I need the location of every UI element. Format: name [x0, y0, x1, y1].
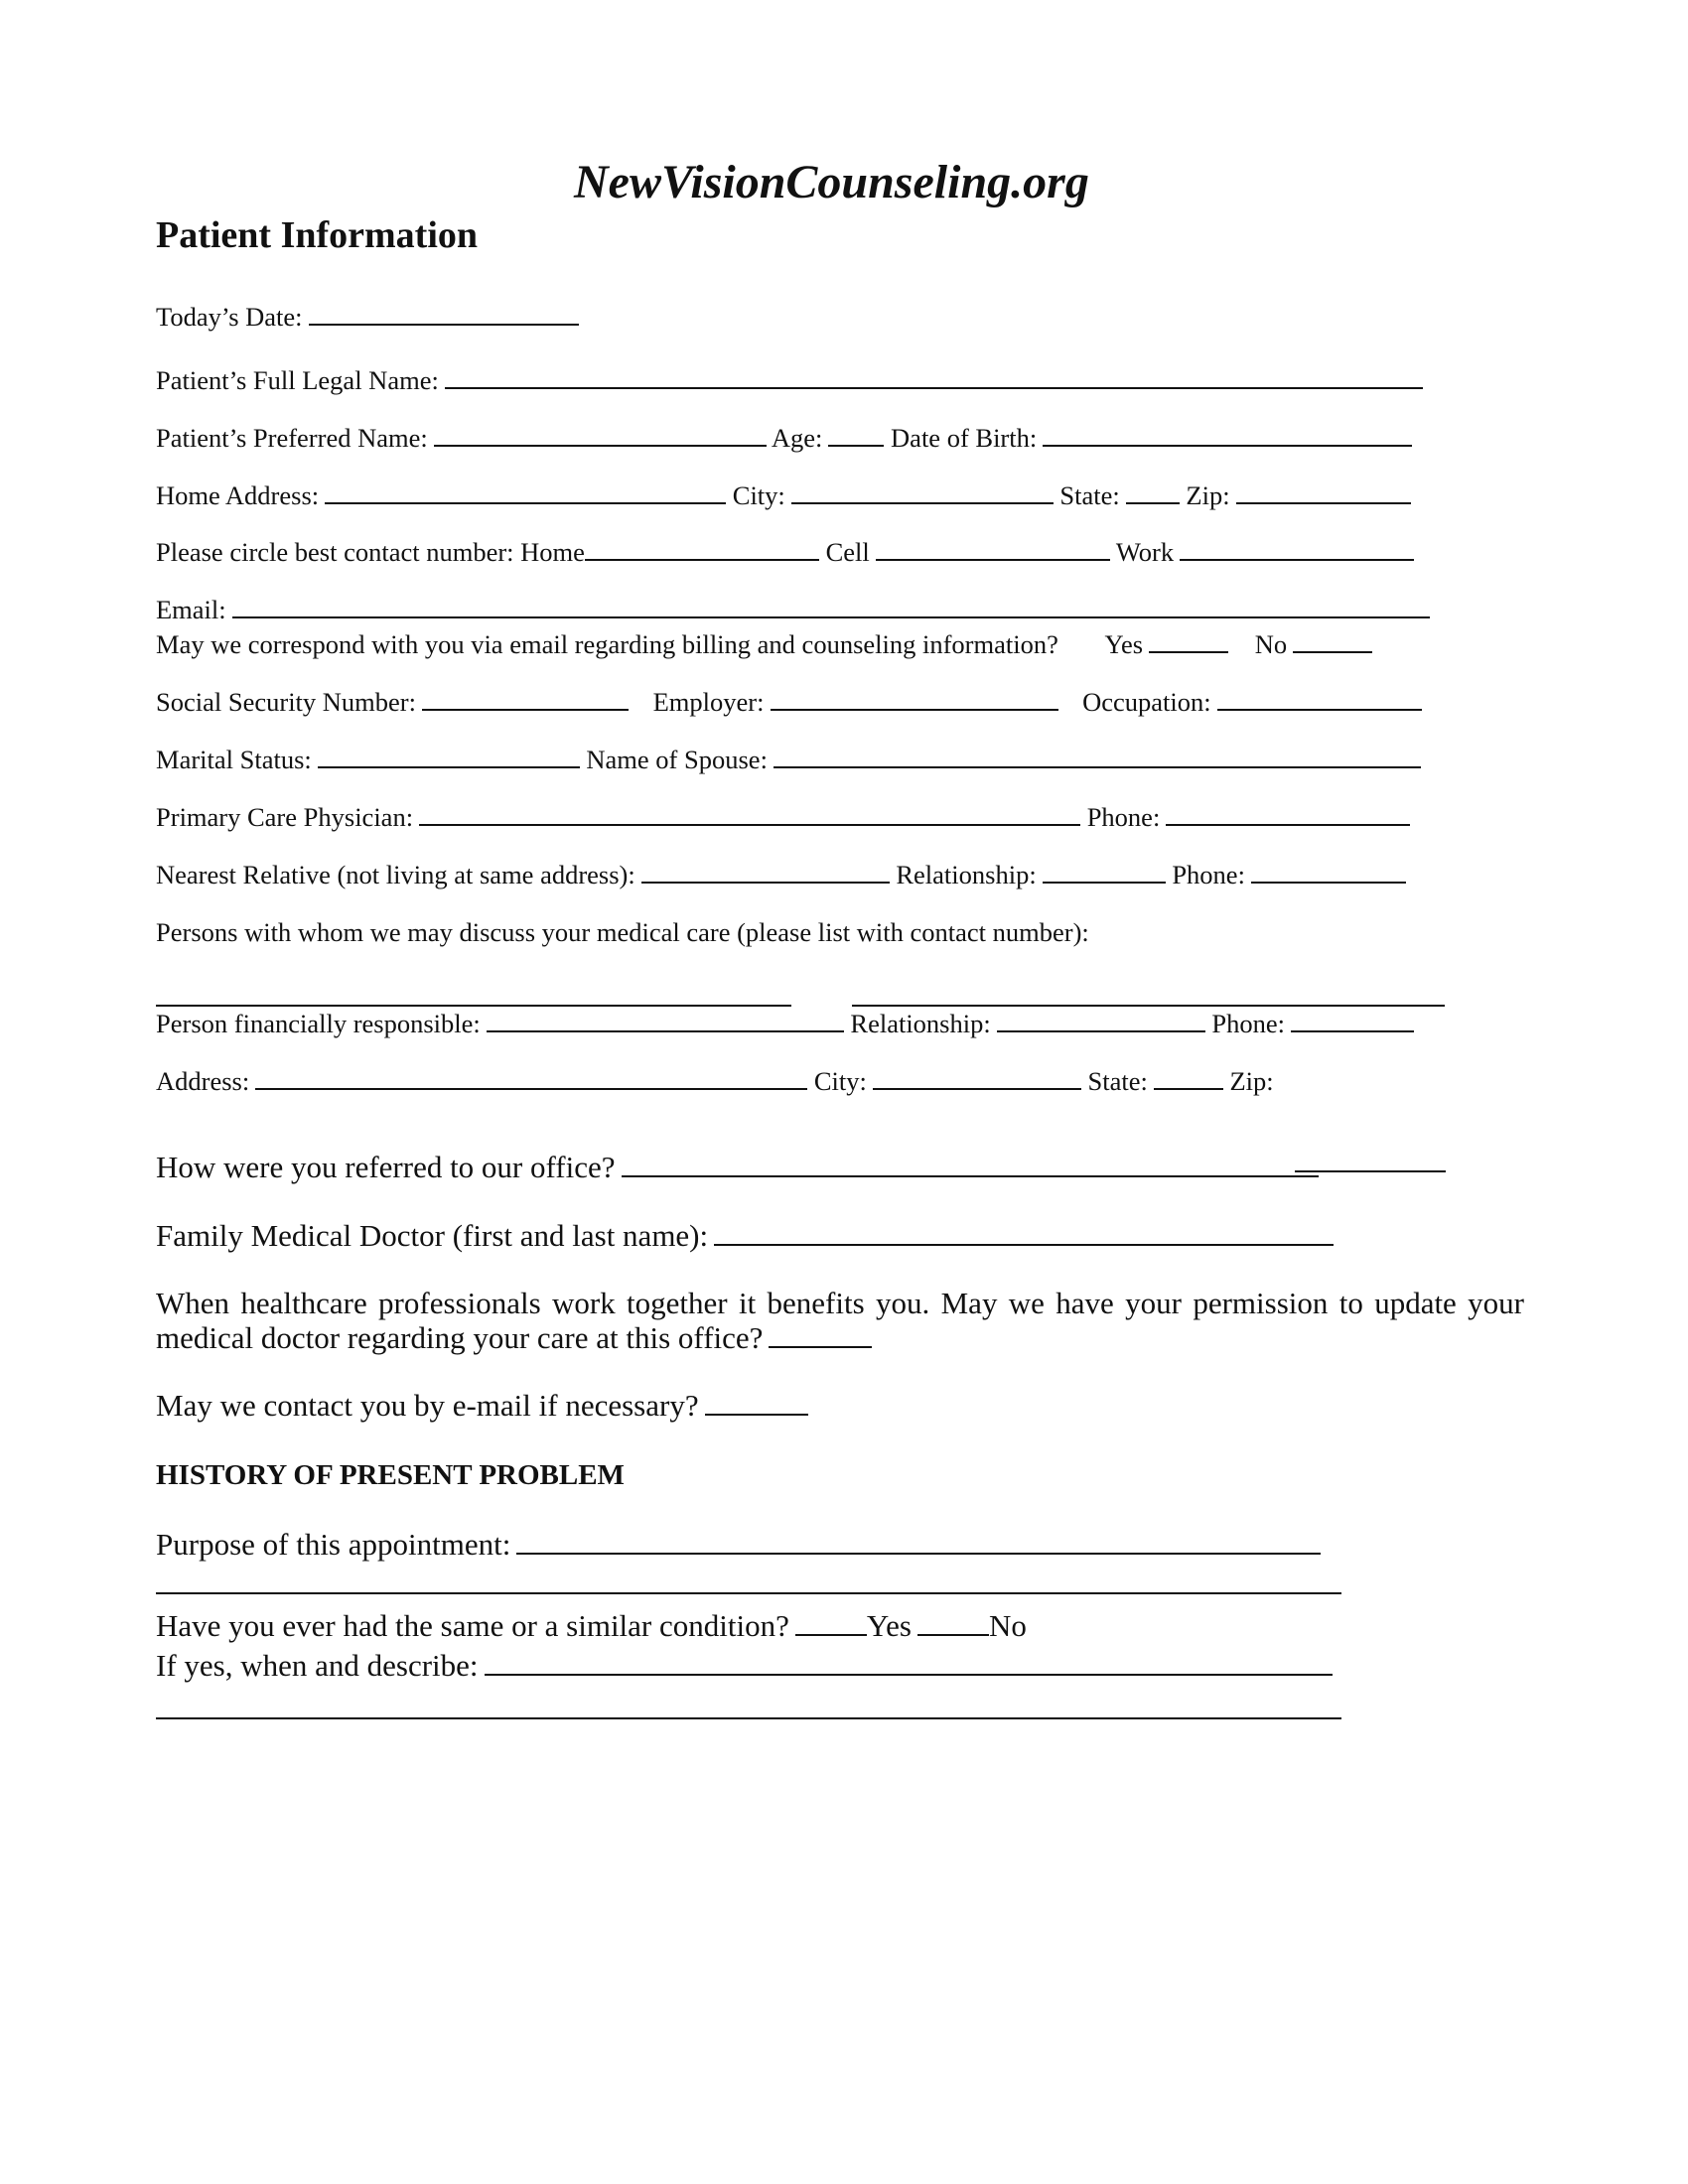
nearest-relative-row [156, 862, 1406, 888]
state-field[interactable] [1126, 501, 1180, 504]
financial-state-label: State: [1087, 1066, 1148, 1096]
physician-field[interactable] [419, 823, 1080, 826]
history-heading: HISTORY OF PRESENT PROBLEM [156, 1459, 625, 1491]
relative-relationship-label: Relationship: [896, 860, 1037, 889]
email-row [156, 597, 1430, 623]
referred-field[interactable] [622, 1174, 1319, 1177]
permission-question [156, 1286, 1524, 1355]
home-address-field[interactable] [325, 501, 726, 504]
marital-status-row [156, 747, 1421, 773]
marital-status-field[interactable] [318, 765, 580, 768]
home-address-label: Home Address: [156, 480, 320, 510]
financial-address-row [156, 1068, 1274, 1095]
financial-address-field[interactable] [255, 1087, 807, 1090]
occupation-field[interactable] [1217, 708, 1422, 711]
if-yes-field[interactable] [485, 1673, 1333, 1676]
work-label: Work [1115, 537, 1175, 567]
email-label: Email: [156, 595, 226, 624]
site-name: NewVisionCounseling.org [574, 156, 1089, 208]
financial-city-label: City: [813, 1066, 867, 1096]
nearest-relative-label: Nearest Relative (not living at same address): [156, 860, 635, 889]
physician-row [156, 804, 1410, 831]
preferred-name-label: Patient’s Preferred Name: [156, 423, 428, 453]
physician-phone-label: Phone: [1086, 802, 1161, 832]
if-yes-row [156, 1650, 1333, 1681]
city-label: City: [732, 480, 785, 510]
date-of-birth-field[interactable] [1043, 444, 1412, 447]
family-doctor-label: Family Medical Doctor (first and last name): [156, 1218, 709, 1253]
full-legal-name-field[interactable] [445, 386, 1423, 389]
spouse-field[interactable] [774, 765, 1421, 768]
physician-label: Primary Care Physician: [156, 802, 414, 832]
discuss-persons-label: Persons with whom we may discuss your medical care (please list with contact number): [156, 917, 1089, 947]
financial-phone-label: Phone: [1211, 1009, 1285, 1038]
referred-row [156, 1152, 1319, 1182]
state-label: State: [1059, 480, 1120, 510]
preferred-name-field[interactable] [434, 444, 767, 447]
financially-responsible-row [156, 1011, 1414, 1037]
physician-phone-field[interactable] [1166, 823, 1410, 826]
referred-question: How were you referred to our office? [156, 1150, 616, 1184]
family-doctor-field[interactable] [714, 1243, 1334, 1246]
email-no-field[interactable] [1293, 650, 1372, 653]
financial-address-label: Address: [156, 1066, 250, 1096]
email-correspond-question: May we correspond with you via email regarding billing and counseling information? [156, 629, 1058, 659]
zip-field[interactable] [1236, 501, 1411, 504]
relative-phone-field[interactable] [1251, 881, 1406, 884]
discuss-persons-line-1[interactable] [156, 1005, 791, 1007]
purpose-line-2[interactable] [156, 1592, 1341, 1594]
age-field[interactable] [828, 444, 884, 447]
if-yes-label: If yes, when and describe: [156, 1648, 479, 1683]
age-label: Age: [771, 423, 823, 453]
contact-email-question: May we contact you by e-mail if necessary? [156, 1388, 699, 1423]
contact-email-field[interactable] [705, 1413, 808, 1416]
todays-date-field[interactable] [309, 323, 579, 326]
zip-label: Zip: [1186, 480, 1230, 510]
financial-state-field[interactable] [1154, 1087, 1223, 1090]
date-of-birth-label: Date of Birth: [891, 423, 1038, 453]
cell-phone-field[interactable] [876, 558, 1110, 561]
permission-text: When healthcare professionals work together it benefits you. May we have your permission to update your medical doctor regarding your care at this office? [156, 1286, 1524, 1355]
financial-relationship-label: Relationship: [850, 1009, 991, 1038]
financial-relationship-field[interactable] [997, 1029, 1205, 1032]
similar-condition-no-label: No [988, 1608, 1027, 1643]
contact-email-row [156, 1390, 808, 1421]
work-phone-field[interactable] [1180, 558, 1414, 561]
financially-responsible-label: Person financially responsible: [156, 1009, 481, 1038]
home-phone-field[interactable] [585, 558, 819, 561]
home-address-row [156, 482, 1411, 509]
similar-condition-yes-label: Yes [866, 1608, 912, 1643]
referred-field-extra-line[interactable] [1295, 1170, 1446, 1172]
ssn-row [156, 689, 1422, 716]
permission-field[interactable] [769, 1345, 872, 1348]
todays-date-row [156, 304, 579, 331]
family-doctor-row [156, 1220, 1334, 1251]
employer-field[interactable] [771, 708, 1058, 711]
city-field[interactable] [791, 501, 1054, 504]
email-no-label: No [1254, 629, 1288, 659]
page-title: Patient Information [156, 214, 479, 256]
contact-number-row [156, 539, 1414, 566]
ssn-field[interactable] [422, 708, 629, 711]
contact-home-label: Please circle best contact number: Home [156, 537, 585, 567]
todays-date-label: Today’s Date: [156, 302, 303, 332]
relative-relationship-field[interactable] [1043, 881, 1166, 884]
employer-label: Employer: [652, 687, 765, 717]
similar-condition-no-field[interactable] [917, 1633, 989, 1636]
relative-phone-label: Phone: [1172, 860, 1245, 889]
nearest-relative-field[interactable] [641, 881, 890, 884]
cell-label: Cell [825, 537, 870, 567]
marital-status-label: Marital Status: [156, 745, 312, 774]
financial-zip-label: Zip: [1229, 1066, 1274, 1096]
financial-phone-field[interactable] [1291, 1029, 1414, 1032]
similar-condition-question: Have you ever had the same or a similar condition? [156, 1608, 789, 1643]
email-field[interactable] [232, 615, 1430, 618]
full-legal-name-row [156, 367, 1423, 394]
email-yes-label: Yes [1104, 629, 1144, 659]
financially-responsible-field[interactable] [487, 1029, 844, 1032]
email-yes-field[interactable] [1149, 650, 1228, 653]
spouse-label: Name of Spouse: [586, 745, 768, 774]
similar-condition-row [156, 1610, 1027, 1641]
occupation-label: Occupation: [1082, 687, 1211, 717]
email-correspond-row [156, 631, 1372, 658]
financial-city-field[interactable] [873, 1087, 1081, 1090]
purpose-label: Purpose of this appointment: [156, 1527, 511, 1562]
full-legal-name-label: Patient’s Full Legal Name: [156, 365, 439, 395]
purpose-row [156, 1529, 1321, 1560]
similar-condition-yes-field[interactable] [795, 1633, 867, 1636]
ssn-label: Social Security Number: [156, 687, 416, 717]
preferred-name-row [156, 425, 1412, 452]
discuss-persons-line-2[interactable] [852, 1005, 1445, 1007]
purpose-field[interactable] [516, 1552, 1321, 1555]
if-yes-line-2[interactable] [156, 1717, 1341, 1719]
